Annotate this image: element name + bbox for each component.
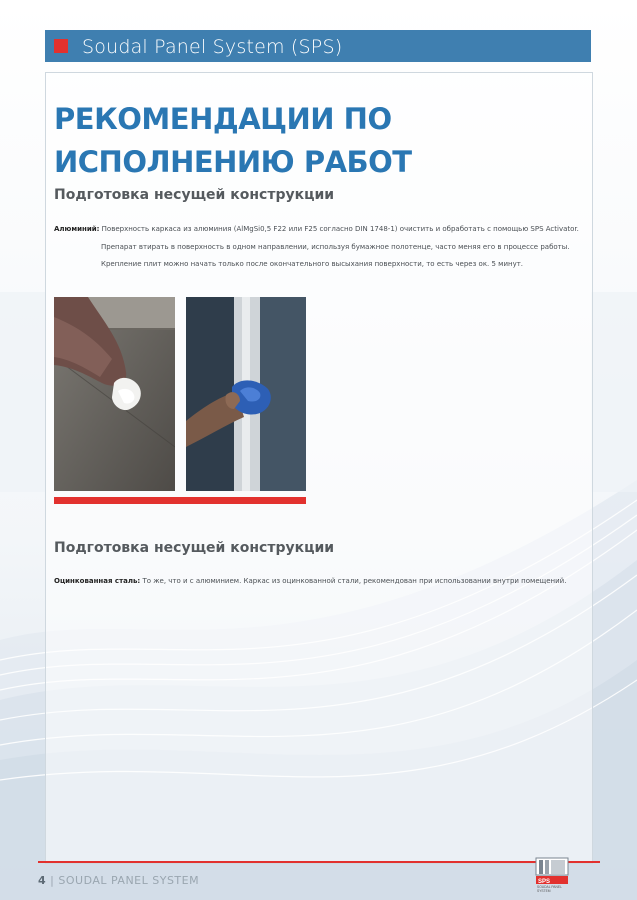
- svg-text:SPS: SPS: [538, 879, 551, 885]
- section2-text: То же, что и с алюминием. Каркас из оцинкованной стали, рекомендован при использовании внутри помещений.: [142, 577, 567, 585]
- page-number: 4: [38, 874, 47, 887]
- section2-label: Оцинкованная сталь:: [54, 577, 141, 585]
- section-title-2: Подготовка несущей конструкции: [54, 540, 335, 556]
- sps-logo: [535, 857, 569, 893]
- footer: [38, 874, 199, 887]
- svg-text:SOUDAL PANEL: SOUDAL PANEL: [537, 885, 562, 889]
- footer-red-line: [38, 861, 600, 863]
- footer-separator: |: [50, 874, 55, 887]
- section1-paragraph: [54, 221, 594, 274]
- photo-wiping-profile: [186, 297, 306, 491]
- photo-wiping-panel: [54, 297, 175, 491]
- header-red-square: [54, 39, 68, 53]
- section2-paragraph: [54, 573, 594, 591]
- header-title: Soudal Panel System (SPS): [82, 36, 343, 58]
- red-divider-bar: [54, 497, 306, 504]
- section1-label: Алюминий:: [54, 225, 100, 233]
- section1-line3: Крепление плит можно начать только после окончательного высыхания поверхности, то есть через ок. 5 минут.: [101, 260, 524, 268]
- page-title: РЕКОМЕНДАЦИИ ПО ИСПОЛНЕНИЮ РАБОТ: [54, 102, 412, 179]
- section1-line2: Препарат втирать в поверхность в одном направлении, используя бумажное полотенце, часто меняя его в процессе работы.: [101, 242, 570, 251]
- section-title-1: Подготовка несущей конструкции: [54, 187, 335, 203]
- footer-brand-text: SOUDAL PANEL SYSTEM: [58, 874, 200, 887]
- section1-line1: Поверхность каркаса из алюминия (AlMgSi0,5 F22 или F25 согласно DIN 1748-1) очистить и обработать с помощью SPS Activator.: [101, 225, 579, 233]
- svg-text:SYSTEM: SYSTEM: [537, 889, 551, 893]
